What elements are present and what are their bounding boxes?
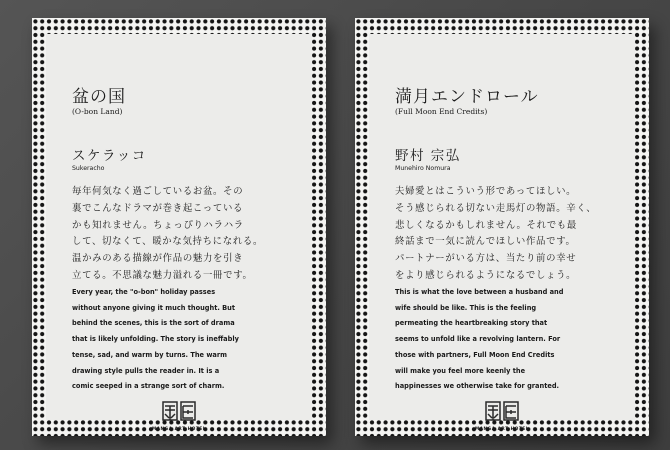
description-line: かも知れません。ちょっぴりハラハラ — [72, 219, 244, 231]
description-line: 裏でこんなドラマが巻き起こっている — [72, 202, 244, 214]
book-card-oban-land — [32, 18, 326, 436]
logo-text: MANGA ART HOTEL — [474, 426, 530, 431]
description-line: 立てる。不思議な魅力溢れる一冊です。 — [72, 269, 253, 281]
author-english: Munehiro Nomura — [395, 165, 451, 172]
description-line: comic seeped in a strange sort of charm. — [72, 382, 225, 391]
manga-art-hotel-logo — [68, 400, 290, 432]
description-line: This is what the love between a husband and — [395, 288, 564, 296]
description-line: without anyone giving it much thought. But — [72, 303, 236, 312]
author-english: Sukeracho — [72, 165, 105, 172]
description-line: 終話まで一気に読んでほしい作品です。 — [395, 236, 576, 248]
logo-icon — [162, 400, 196, 424]
description-line: 毎年何気なく過ごしているお盆。その — [72, 186, 244, 197]
description-line: drawing style pulls the reader in. It is a — [72, 366, 220, 375]
description-line: して、切なくて、暖かな気持ちになれる。 — [72, 236, 264, 248]
title-japanese: 盆の国 — [72, 87, 126, 107]
description-line: wife should be like. This is the feeling — [395, 303, 537, 312]
description-line: will make you feel more keenly the — [395, 366, 526, 375]
description-line: tense, sad, and warm by turns. The warm — [72, 350, 227, 359]
logo-icon — [485, 400, 519, 424]
title-english: (Full Moon End Credits) — [395, 107, 488, 116]
book-card-full-moon-end-credits — [355, 18, 649, 436]
title-english: (O-bon Land) — [72, 107, 123, 116]
description-line: Every year, the "o-bon" holiday passes — [72, 288, 216, 296]
description-line: happinesses we otherwise take for granted. — [395, 382, 560, 391]
description-line: 悲しくなるかもしれません。それでも最 — [395, 219, 577, 231]
description-line: behind the scenes, this is the sort of drama — [72, 319, 235, 328]
description-line: そう感じられる切ない走馬灯の物語。辛く、 — [395, 202, 597, 214]
description-japanese — [395, 184, 617, 285]
description-japanese — [72, 184, 294, 285]
description-english — [395, 285, 617, 395]
description-line: seems to unfold like a revolving lantern. For — [395, 335, 561, 344]
manga-art-hotel-logo — [391, 400, 613, 432]
card-content — [395, 34, 617, 431]
card-panel — [369, 34, 635, 431]
card-content — [72, 34, 294, 431]
title-japanese: 満月エンドロール — [395, 87, 539, 107]
author-japanese: スケラッコ — [72, 148, 147, 164]
logo-text: MANGA ART HOTEL — [151, 426, 207, 431]
description-english — [72, 285, 294, 395]
description-line: that is likely unfolding. The story is ineffably — [72, 335, 239, 344]
description-line: 温かみのある描線が作品の魅力を引き — [72, 253, 244, 265]
description-line: those with partners, Full Moon End Credits — [395, 350, 555, 359]
description-line: 夫婦愛とはこういう形であってほしい。 — [395, 186, 577, 197]
description-line: パートナーがいる方は、当たり前の幸せ — [395, 253, 577, 265]
description-line: permeating the heartbreaking story that — [395, 319, 548, 328]
author-japanese: 野村 宗弘 — [395, 148, 461, 164]
card-panel — [46, 34, 312, 431]
description-line: をより感じられるようになるでしょう。 — [395, 269, 577, 281]
